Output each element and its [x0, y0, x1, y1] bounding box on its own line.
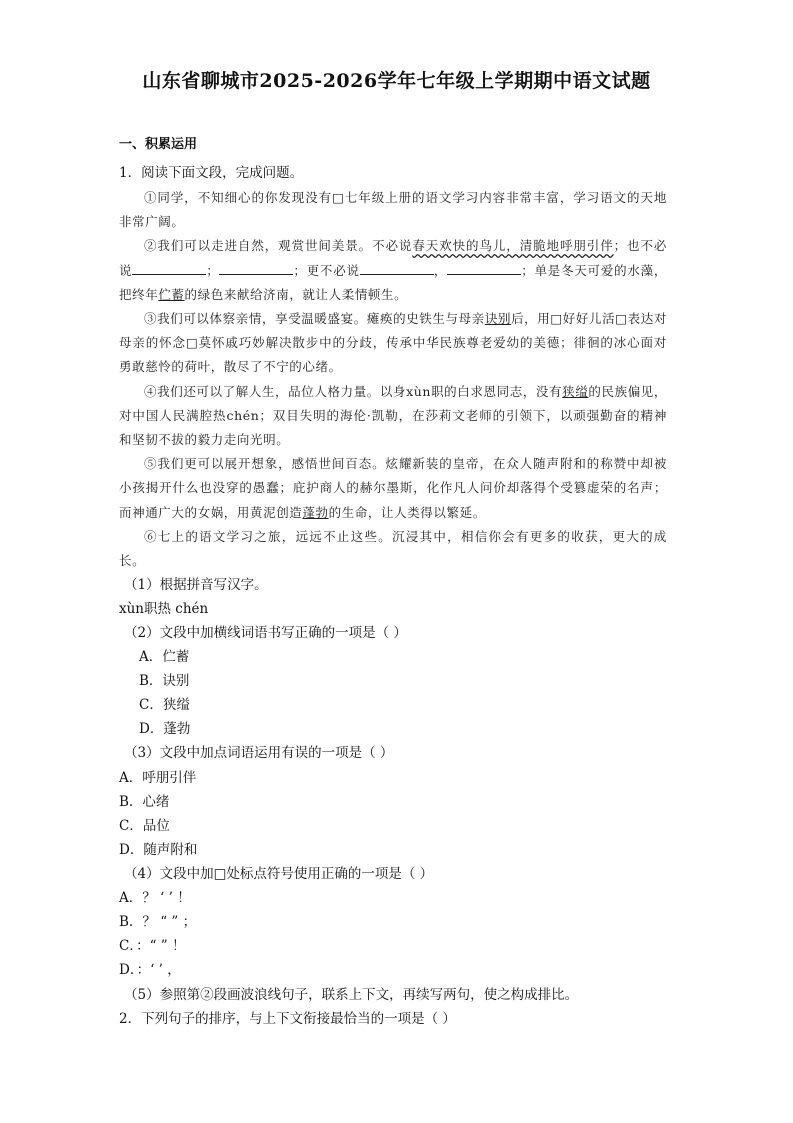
passage-paragraph-4: ④我们还可以了解人生，品位人格力量。以身xùn职的白求恩同志，没有狭缢的民族偏见，对中国人民满腔热chén；双目失明的海伦·凯勒，在莎莉文老师的引领下，以顽强勤奋的精神和坚韧不拔的毅力走向光明。	[119, 383, 668, 448]
option-a[interactable]: A．？ ‘ ’ ！	[119, 890, 191, 906]
fill-blank[interactable]	[132, 260, 206, 275]
page-title: 山东省聊城市2025-2026学年七年级上学期期中语文试题	[142, 70, 651, 92]
option-d[interactable]: D．随声附和	[119, 842, 198, 858]
passage-paragraph-5: ⑤我们更可以展开想象，感悟世间百态。炫耀新装的皇帝，在众人随声附和的称赞中却被小孩揭开什么也没穿的愚蠢；庇护商人的赫尔墨斯，化作凡人问价却落得个受篡虚荣的名声；而神通广大的女娲，用黄泥创造蓬勃的生命，让人类得以繁延。	[119, 456, 667, 520]
sub-question-4: （4）文段中加□处标点符号使用正确的一项是（ ）	[124, 866, 434, 882]
option-c[interactable]: C．品位	[119, 818, 170, 834]
sub-question-3: （3）文段中加点词语运用有误的一项是（ ）	[124, 745, 394, 761]
underlined-word: 伫蓄	[158, 286, 185, 302]
option-d[interactable]: D．蓬勃	[139, 721, 191, 737]
sub-question-1: （1）根据拼音写汉字。	[124, 577, 268, 593]
section-heading: 一、积累运用	[119, 137, 198, 152]
question-2-stem: 2．下列句子的排序，与上下文衔接最恰当的一项是（ ）	[119, 1011, 456, 1027]
question-1-stem: 1．阅读下面文段，完成问题。	[119, 165, 304, 181]
sub-question-2: （2）文段中加横线词语书写正确的一项是（ ）	[124, 625, 407, 641]
option-b[interactable]: B．？ “ ” ；	[119, 914, 197, 930]
underlined-word: 诀别	[484, 311, 512, 327]
underlined-word: 蓬勃	[302, 504, 329, 520]
wavy-sentence: 春天欢快的鸟儿，清脆地呼朋引伴	[412, 238, 614, 254]
pinyin-prompt: xùn职热 chén	[119, 601, 209, 617]
fill-blank[interactable]	[360, 260, 434, 275]
option-b[interactable]: B．诀别	[139, 673, 190, 689]
option-a[interactable]: A．伫蓄	[139, 649, 190, 665]
option-c[interactable]: C．狭缢	[139, 697, 190, 713]
passage-paragraph-6: ⑥七上的语文学习之旅，远远不止这些。沉浸其中，相信你会有更多的收获，更大的成长。	[119, 528, 667, 569]
sub-question-5: （5）参照第②段画波浪线句子，联系上下文，再续写两句，使之构成排比。	[124, 987, 579, 1003]
reading-passage	[119, 186, 667, 573]
passage-paragraph-1: ①同学，不知细心的你发现没有□七年级上册的语文学习内容非常丰富，学习语文的天地非常广阔。	[119, 190, 667, 230]
option-d[interactable]: D．：‘ ’ ，	[119, 962, 181, 978]
fill-blank[interactable]	[219, 260, 293, 275]
passage-paragraph-3: ③我们可以体察亲情，享受温暖盛宴。瘫痪的史铁生与母亲诀别后，用□好好儿活□表达对母亲的怀念□莫怀戚巧妙解决散步中的分歧，传承中华民族尊老爱幼的美德；徘徊的冰心面对勇敢慈怜的荷叶，散尽了不宁的心绪。	[119, 311, 667, 375]
passage-paragraph-2: ②我们可以走进自然，观赏世间美景。不必说春天欢快的鸟儿，清脆地呼朋引伴；也不必说 ； ；更不必说 ， ；单是冬天可爱的水藻，把终年伫蓄的绿色来献给济南，就让人柔情顿生。	[119, 238, 667, 302]
option-c[interactable]: C．：“ ” ！	[119, 938, 186, 954]
option-b[interactable]: B．心绪	[119, 794, 170, 810]
option-a[interactable]: A．呼朋引伴	[119, 770, 197, 786]
underlined-word: 狭缢	[562, 383, 589, 399]
fill-blank[interactable]	[447, 260, 521, 275]
